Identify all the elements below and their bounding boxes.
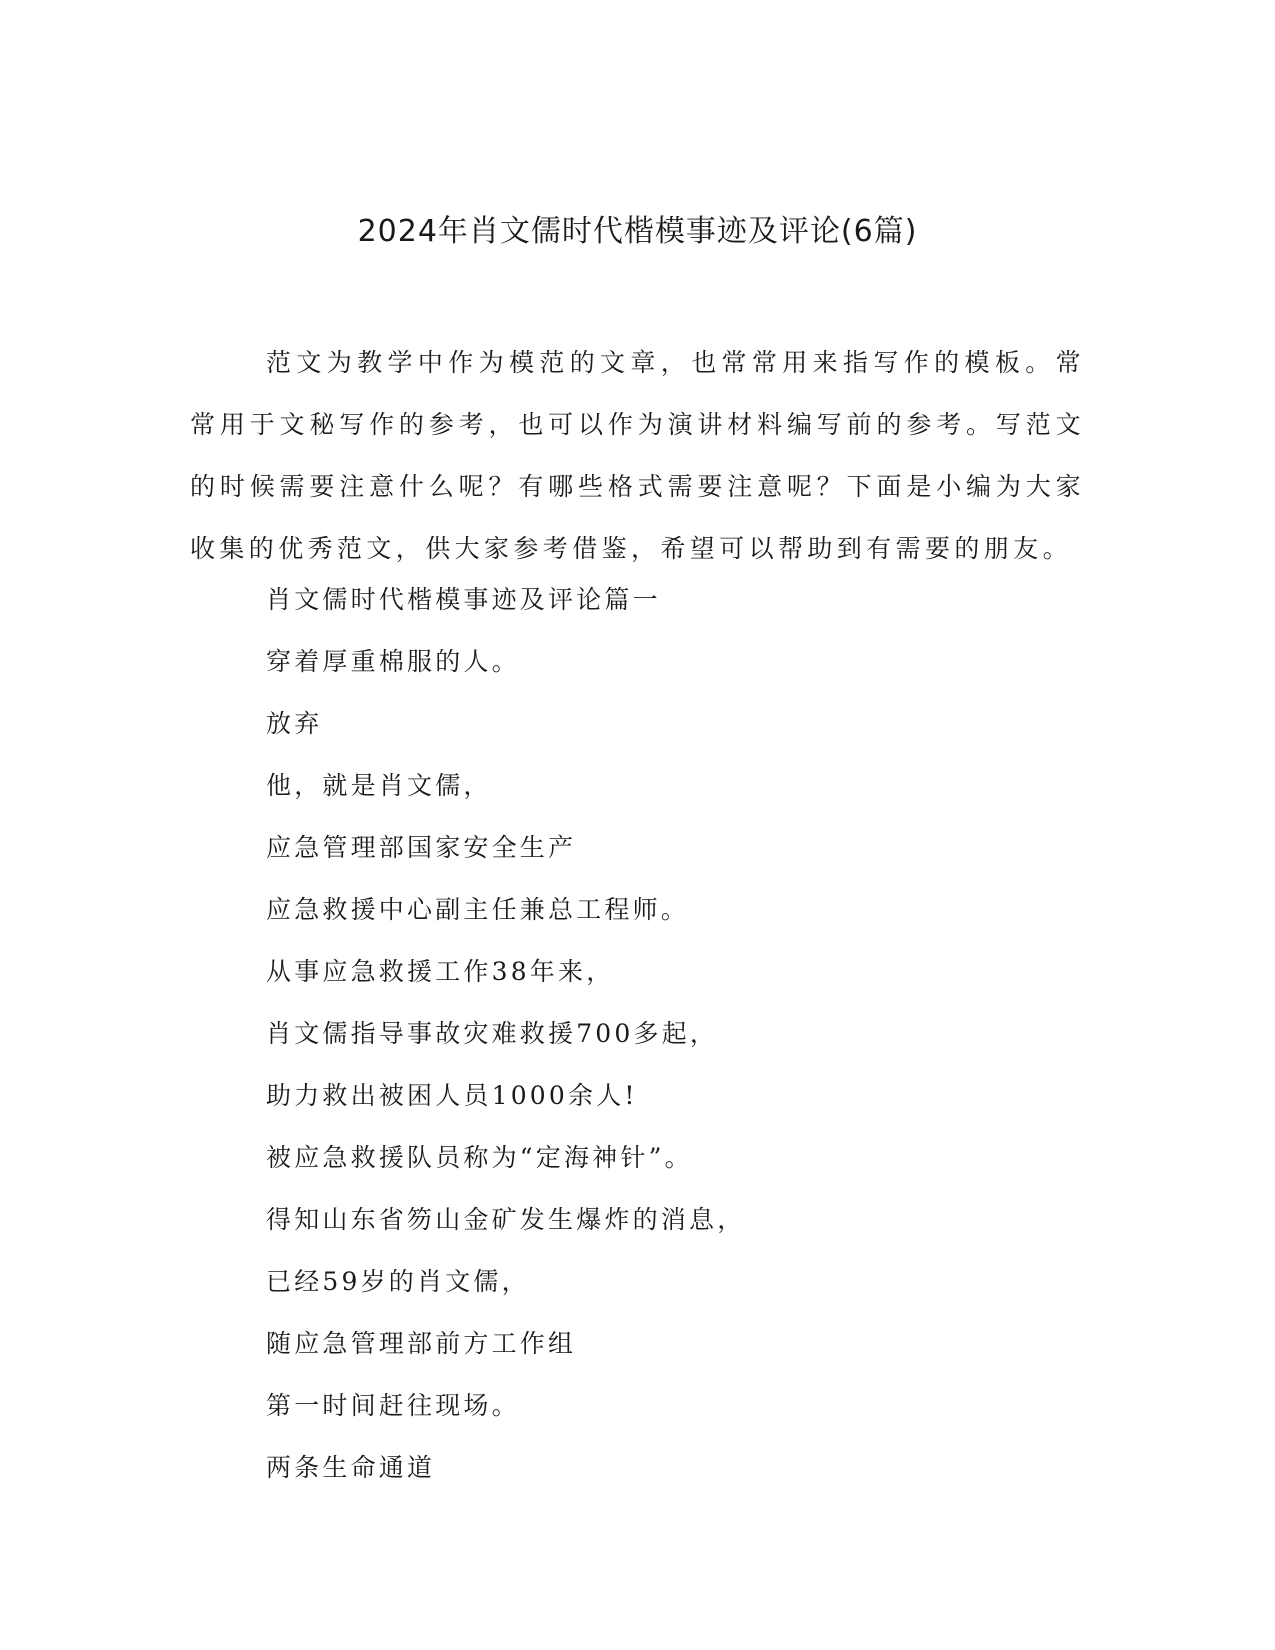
document-title: 2024年肖文儒时代楷模事迹及评论(6篇) (357, 214, 918, 249)
body-line: 第一时间赶往现场。 (266, 1391, 520, 1420)
section-heading: 肖文儒时代楷模事迹及评论篇一 (266, 585, 661, 614)
body-line: 他，就是肖文儒， (266, 771, 492, 800)
body-line: 从事应急救援工作38年来， (266, 957, 615, 986)
body-lines (266, 569, 1086, 1499)
body-line: 两条生命通道 (266, 1453, 436, 1482)
intro-paragraph: 范文为教学中作为模范的文章，也常常用来指写作的模板。常常用于文秘写作的参考，也可以作为演讲材料编写前的参考。写范文的时候需要注意什么呢？有哪些格式需要注意呢？下面是小编为大家收集的优秀范文，供大家参考借鉴，希望可以帮助到有需要的朋友。 (190, 348, 1085, 563)
body-line: 应急救援中心副主任兼总工程师。 (266, 895, 690, 924)
body-line: 助力救出被困人员1000余人! (266, 1081, 638, 1110)
body-line: 已经59岁的肖文儒， (266, 1267, 530, 1296)
body-line: 得知山东省笏山金矿发生爆炸的消息， (266, 1205, 746, 1234)
body-line: 应急管理部国家安全生产 (266, 833, 577, 862)
body-line: 肖文儒指导事故灾难救援700多起， (266, 1019, 719, 1048)
body-line: 随应急管理部前方工作组 (266, 1329, 577, 1358)
body-line: 被应急救援队员称为“定海神针”。 (266, 1143, 693, 1172)
body-line: 放弃 (266, 709, 323, 738)
body-line: 穿着厚重棉服的人。 (266, 647, 520, 676)
